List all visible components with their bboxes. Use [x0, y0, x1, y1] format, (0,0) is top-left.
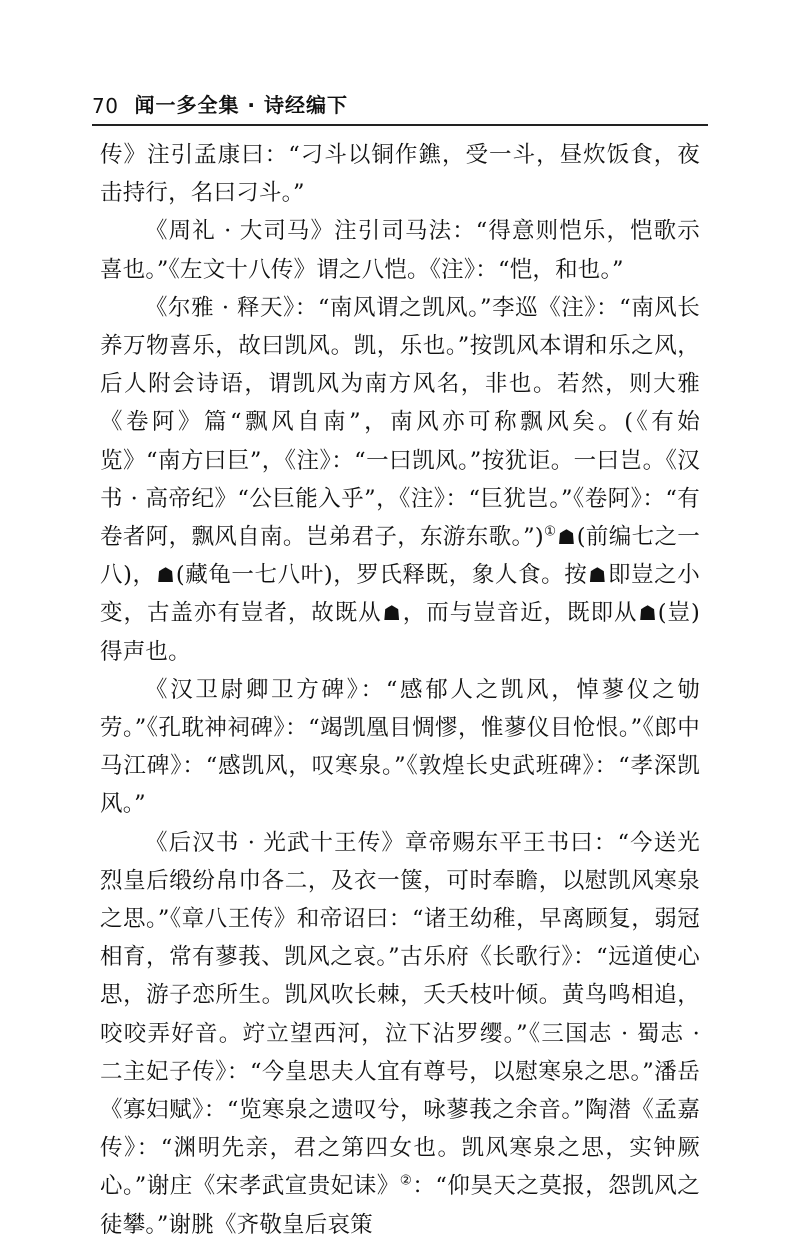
paragraph-1-text: 传》注引孟康曰：“刁斗以铜作鐎，受一斗，昼炊饭食，夜击持行，名曰刁斗。” [100, 142, 700, 207]
paragraph-5 [100, 824, 700, 1244]
page-number: 70 [92, 94, 119, 118]
paragraph-3-text-d: 即豈之小变，古盖亦有豈者，故既从 [100, 562, 700, 627]
footnote-marker-1: ① [543, 523, 557, 540]
paragraph-3-text-e: ，而与豈音近，既即从 [401, 600, 638, 627]
paragraph-3-text-b: (前编七之一八)， [100, 524, 701, 589]
ancient-character-icon: ☗ [588, 563, 607, 588]
paragraph-2-text: 《周礼 · 大司马》注引司马法：“得意则恺乐，恺歌示喜也。”《左文十八传》谓之八恺。《注》：“恺，和也。” [100, 218, 700, 283]
paragraph-5-text-a: 《后汉书 · 光武十王传》章帝赐东平王书曰：“今送光烈皇后缎纷帛巾各二，及衣一箧，可时奉瞻，以慰凯风寒泉之思。”《章八王传》和帝诏曰：“诸王幼稚，早离顾复，弱冠相育，常有蓼莪、凯风之哀。”古乐府《长歌行》：“远道使心思，游子恋所生。凯风吹长棘，夭夭枝叶倾。黄鸟鸣相追，咬咬弄好音。竚立望西河，泣下沾罗缨。”《三国志 · 蜀志 · 二主妃子传》：“今皇思夫人宜有尊号，以慰寒泉之思。”潘岳《寡妇赋》：“览寒泉之遗叹兮，咏蓼莪之余音。”陶潜《孟嘉传》：“渊明先亲，君之第四女也。凯风寒泉之思，实钟厥心。”谢庄《宋孝武宣贵妃诔》 [100, 829, 700, 1200]
ancient-character-icon: ☗ [382, 601, 402, 626]
paragraph-3-text-c: (藏龟一七八叶)，罗氏释既，象人食。按 [175, 562, 588, 589]
paragraph-4-text: 《汉卫尉卿卫方碑》：“感郁人之凯风，悼蓼仪之劬劳。”《孔耽神祠碑》：“竭凯凰目惆憀，惟蓼仪目怆恨。”《郎中马江碑》：“感凯风，叹寒泉。”《敦煌长史武班碑》：“孝深凯风。” [100, 676, 700, 818]
book-title: 闻一多全集 · 诗经编下 [134, 93, 348, 117]
ancient-character-icon: ☗ [638, 601, 657, 626]
paragraph-4 [100, 671, 700, 824]
paragraph-3-text-f: (豈)得声也。 [100, 600, 700, 665]
oracle-glyph-icon: ☗ [557, 525, 576, 550]
paragraph-3-text-a: 《尔雅 · 释天》：“南风谓之凯风。”李巡《注》：“南风长养万物喜乐，故曰凯风。凯，乐也。”按凯风本谓和乐之风，后人附会诗语，谓凯风为南方风名，非也。若然，则大雅《卷阿》篇“飘风自南”，南风亦可称飘风矣。(《有始览》“南方曰巨”，《注》：“一曰凯风。”按犹讵。一曰岂。《汉书 · 高帝纪》“公巨能入乎”，《注》：“巨犹岂。”《卷阿》：“有卷者阿，飘风自南。岂弟君子，东游东歌。”) [100, 294, 700, 551]
paragraph-3 [100, 289, 700, 671]
running-head [92, 90, 708, 126]
footnote-marker-2: ② [399, 1172, 413, 1189]
body-text [100, 136, 700, 1244]
paragraph-1 [100, 136, 700, 212]
paragraph-5-text-b: ：“仰昊天之莫报，怨凯风之徒攀。”谢朓《齐敬皇后哀策 [100, 1173, 700, 1238]
paragraph-2 [100, 212, 700, 288]
oracle-glyph-icon: ☗ [156, 563, 175, 588]
